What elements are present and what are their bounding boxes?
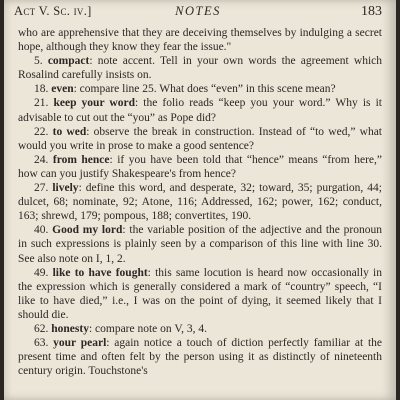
note-text: : note accent. Tell in your own words the agreement which Rosalind carefully insists on. <box>18 55 382 82</box>
note-text: : define this word, and desperate, 32; toward, 35; purgation, 44; dulcet, 68; nominate, 92; Atone, 116; Addressed, 162; power, 162; conduct, 163; shrewd, 179; pompous, 188; convertites, 190. <box>18 182 382 223</box>
note-text: : compare line 25. What does “even” in this scene mean? <box>73 83 336 96</box>
note-number: 27. <box>34 182 49 195</box>
note-text: : observe the break in construction. Instead of “to wed,” what would you write in prose to make a good sentence? <box>18 125 383 152</box>
note-number: 63. <box>34 337 49 350</box>
note-paragraph <box>18 82 382 96</box>
note-number: 24. <box>34 153 49 166</box>
note-number: 22. <box>34 125 49 138</box>
notes-body <box>18 26 382 378</box>
note-paragraph <box>18 96 382 124</box>
note-term: from hence <box>52 153 110 166</box>
note-term: lively <box>52 182 79 195</box>
page-number: 183 <box>361 4 382 19</box>
note-term: even <box>51 83 74 96</box>
note-paragraph <box>18 153 382 181</box>
note-paragraph <box>18 181 382 223</box>
note-term: your pearl <box>53 337 107 350</box>
note-term: honesty <box>51 322 89 335</box>
note-text: : again notice a touch of diction perfectly familiar at the present time and often felt by the person using it as distinctly of nineteenth century origin. Touchstone's <box>18 337 383 378</box>
note-number: 49. <box>34 266 49 279</box>
note-text: : compare note on V, 3, 4. <box>88 322 208 335</box>
note-text: : the variable position of the adjective and the pronoun in such expressions is plainly seen by a comparison of this line with line 30. See also note on I, 1, 2. <box>18 224 383 265</box>
note-term: compact <box>47 55 90 68</box>
note-paragraph <box>18 336 382 378</box>
note-paragraph <box>18 26 382 54</box>
running-header <box>14 4 382 22</box>
note-text: : if you have been told that “hence” means “from here,” how can you justify Shakespeare's from hence? <box>18 153 382 180</box>
note-paragraph <box>18 266 382 322</box>
note-paragraph <box>18 223 382 265</box>
note-text: : this same locution is heard now occasionally in the expression which is generally considered a mark of “country” speech, “I like to have died,” i.e., I was on the point of dying, it seemed likely that I should die. <box>18 266 382 321</box>
book-page <box>4 0 396 400</box>
note-term: like to have fought <box>52 266 148 279</box>
note-paragraph <box>18 125 382 153</box>
note-number: 40. <box>34 224 49 237</box>
note-paragraph <box>18 322 382 336</box>
note-paragraph <box>18 54 382 82</box>
note-text: : the folio reads “keep you your word.” Why is it advisable to cut out the “you” as Pope did? <box>18 97 382 124</box>
note-text: who are apprehensive that they are deceiving themselves by indulging a secret hope, although they know they fear the issue." <box>18 27 382 54</box>
note-term: keep your word <box>53 97 135 110</box>
note-number: 62. <box>34 322 49 335</box>
note-number: 5. <box>34 55 43 68</box>
section-title: NOTES <box>175 4 221 18</box>
act-scene-label: Act V. Sc. iv.] <box>14 4 92 18</box>
note-term: to wed <box>52 125 87 138</box>
note-number: 21. <box>34 97 49 110</box>
note-term: Good my lord <box>52 224 123 237</box>
note-number: 18. <box>34 83 49 96</box>
